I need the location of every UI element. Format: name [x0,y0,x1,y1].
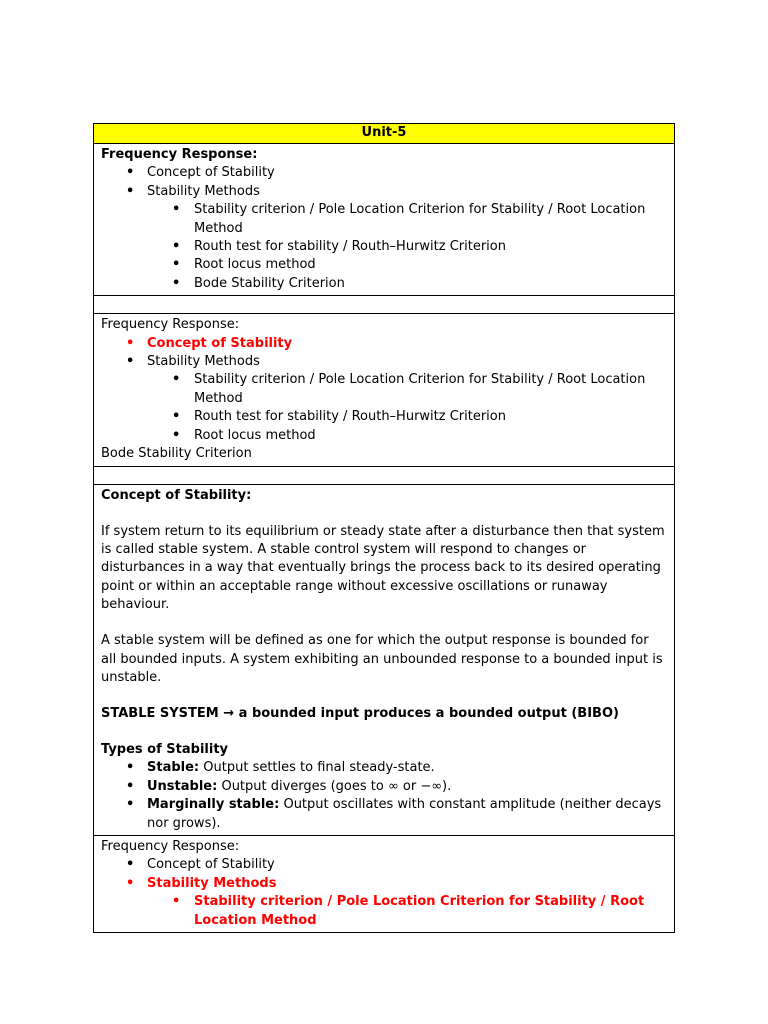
notes-table [93,123,675,933]
list-item: • Stability criterion / Pole Location Criterion for Stability / Root Location Method [101,201,667,238]
list-item: • Unstable: Output diverges (goes to ∞ or −∞). [101,778,667,796]
section-heading: Concept of Stability: [101,487,252,503]
section-heading: Frequency Response: [101,147,258,162]
paragraph: If system return to its equilibrium or steady state after a disturbance then that system is called stable system. A stable control system will respond to changes or disturbances in a way that eventually brings the process back to its desired operating point or within an acceptable range without excessive oscillations or runaway behaviour. [101,523,665,613]
section-frequency-response-1 [94,143,674,295]
list-item: • Root locus method [101,427,667,445]
list-item-highlighted: • Stability criterion / Pole Location Criterion for Stability / Root Location Method [101,893,667,930]
list-item-highlighted: • Stability Methods [101,875,667,893]
section-frequency-response-3 [94,835,674,932]
list-item: • Stability Methods [101,353,667,371]
list-item: • Routh test for stability / Routh–Hurwitz Criterion [101,408,667,426]
list-item: • Routh test for stability / Routh–Hurwitz Criterion [101,238,667,256]
subtopic-list [101,893,667,930]
topic-list [101,335,667,372]
topic-list [101,164,667,201]
empty-row [94,466,674,484]
list-item: • Stability criterion / Pole Location Criterion for Stability / Root Location Method [101,371,667,408]
list-item-highlighted: • Concept of Stability [101,335,667,353]
unit-header [94,124,674,143]
list-item: • Concept of Stability [101,856,667,874]
unit-title: Unit-5 [361,125,407,140]
bibo-statement: STABLE SYSTEM → a bounded input produces a bounded output (BIBO) [101,705,619,721]
subtopic-list [101,371,667,445]
types-heading: Types of Stability [101,741,229,757]
subtopic-list [101,201,667,293]
section-heading: Frequency Response: [101,317,240,333]
section-heading: Frequency Response: [101,838,240,854]
paragraph: A stable system will be defined as one for which the output response is bounded for all bounded inputs. A system exhibiting an unbounded response to a bounded input is unstable. [101,633,663,685]
list-item: • Bode Stability Criterion [101,275,667,293]
section-frequency-response-2 [94,313,674,465]
list-item: • Marginally stable: Output oscillates with constant amplitude (neither decays nor grows). [101,796,667,833]
types-list [101,759,667,833]
section-concept-of-stability [94,484,674,835]
topic-list [101,856,667,893]
list-item: • Stability Methods [101,183,667,201]
empty-row [94,295,674,313]
list-item: • Concept of Stability [101,164,667,182]
list-item: • Root locus method [101,256,667,274]
trailing-text: Bode Stability Criterion [101,446,252,462]
list-item: • Stable: Output settles to final steady-state. [101,759,667,777]
